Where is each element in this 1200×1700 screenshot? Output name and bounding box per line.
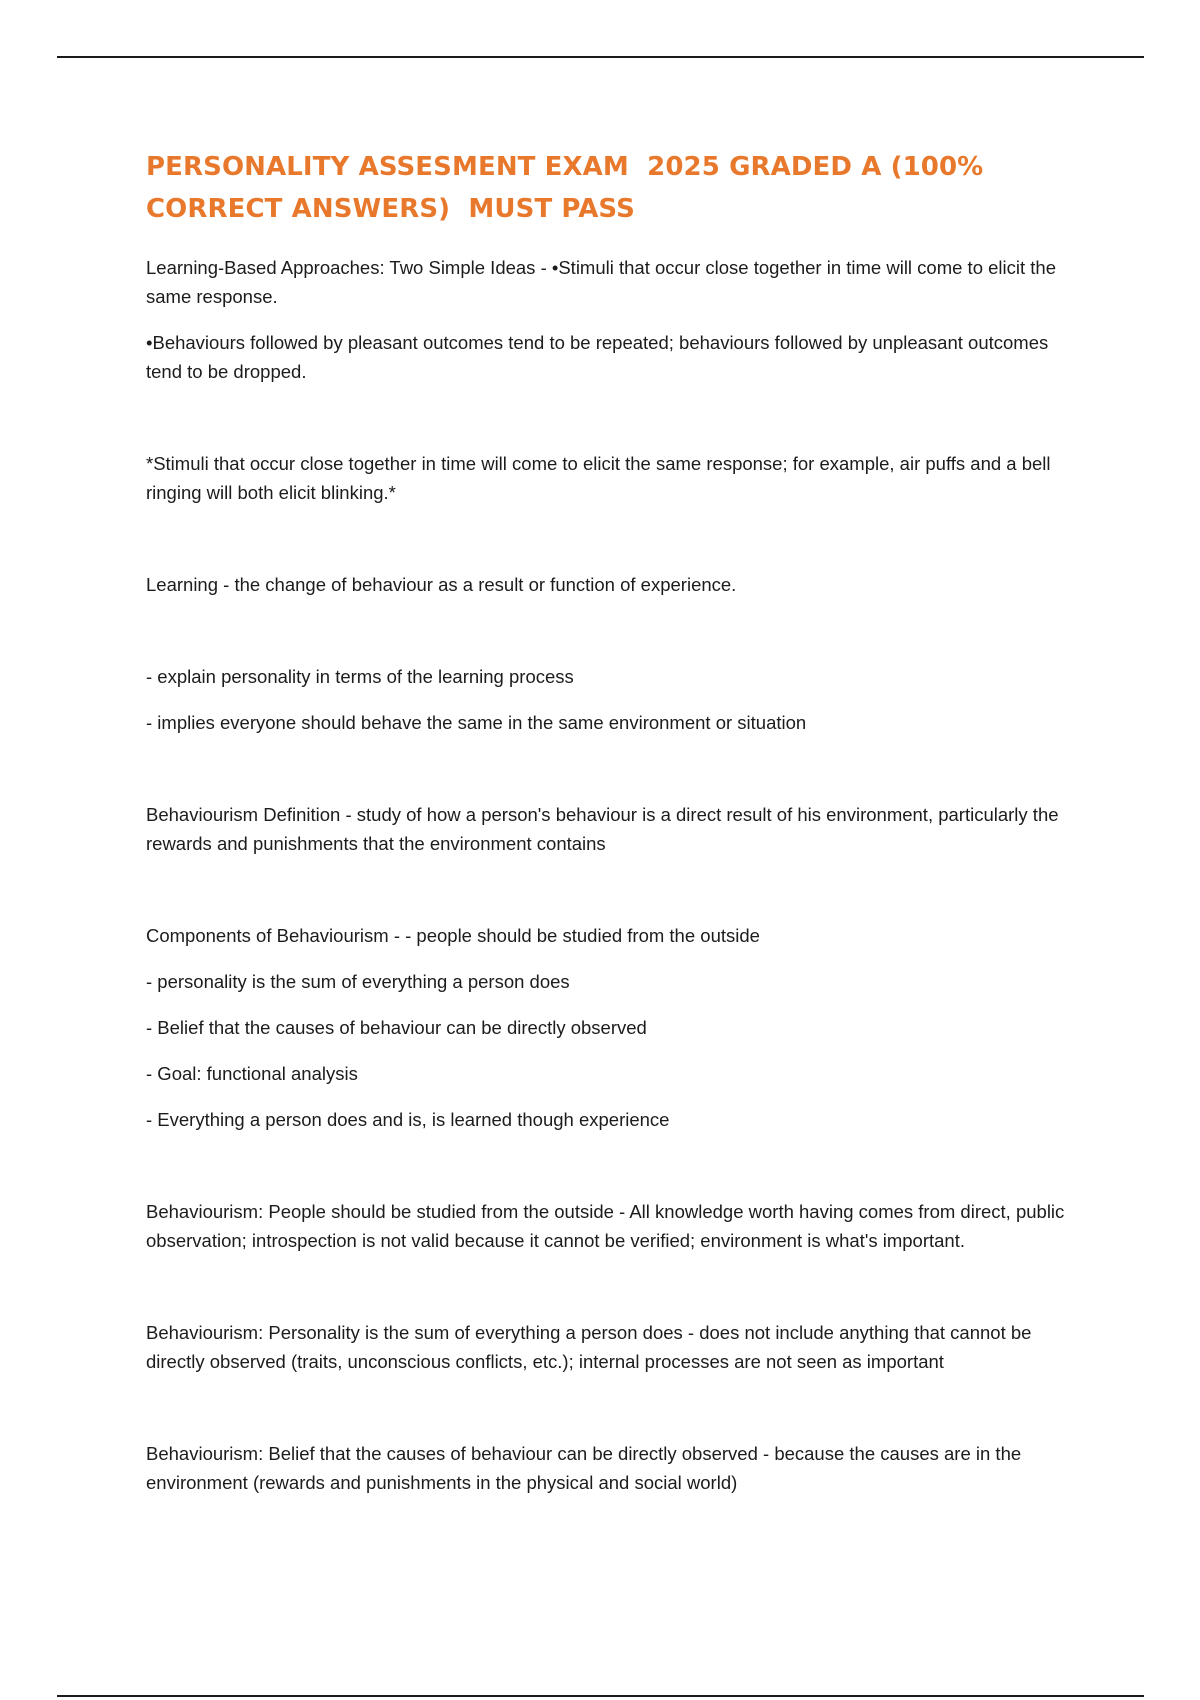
document-body [146,146,1066,1497]
document-title: PERSONALITY ASSESMENT EXAM 2025 GRADED A (100% CORRECT ANSWERS) MUST PASS [146,152,993,224]
paragraph-implies-same-behaviour: - implies everyone should behave the same in the same environment or situation [146,712,807,733]
paragraph-causes-environment: Behaviourism: Belief that the causes of behaviour can be directly observed - because the causes are in the environment (rewards and punishments in the physical and social world) [146,1443,1022,1493]
paragraph-studied-outside: Behaviourism: People should be studied from the outside - All knowledge worth having comes from direct, public observation; introspection is not valid because it cannot be verified; environment is what's important. [146,1201,1065,1251]
paragraph-causes-observed: - Belief that the causes of behaviour can be directly observed [146,1017,647,1038]
paragraph-personality-sum-detail: Behaviourism: Personality is the sum of everything a person does - does not include anything that cannot be directly observed (traits, unconscious conflicts, etc.); internal processes are not seen as important [146,1322,1032,1372]
paragraph-behaviours-outcomes: •Behaviours followed by pleasant outcomes tend to be repeated; behaviours followed by unpleasant outcomes tend to be dropped. [146,332,1049,382]
bottom-rule [57,1695,1144,1697]
top-rule [57,56,1144,58]
paragraph-personality-sum: - personality is the sum of everything a person does [146,971,570,992]
paragraph-stimuli-example: *Stimuli that occur close together in time will come to elicit the same response; for example, air puffs and a bell ringing will both elicit blinking.* [146,453,1051,503]
paragraph-goal-functional-analysis: - Goal: functional analysis [146,1063,358,1084]
paragraph-components-behaviourism: Components of Behaviourism - - people should be studied from the outside [146,925,760,946]
paragraph-learning-definition: Learning - the change of behaviour as a result or function of experience. [146,574,737,595]
paragraph-behaviourism-definition: Behaviourism Definition - study of how a person's behaviour is a direct result of his environment, particularly the rewards and punishments that the environment contains [146,804,1059,854]
paragraph-learned-experience: - Everything a person does and is, is learned though experience [146,1109,670,1130]
paragraph-explain-personality: - explain personality in terms of the learning process [146,666,574,687]
paragraph-learning-approaches: Learning-Based Approaches: Two Simple Ideas - •Stimuli that occur close together in time will come to elicit the same response. [146,257,1056,307]
